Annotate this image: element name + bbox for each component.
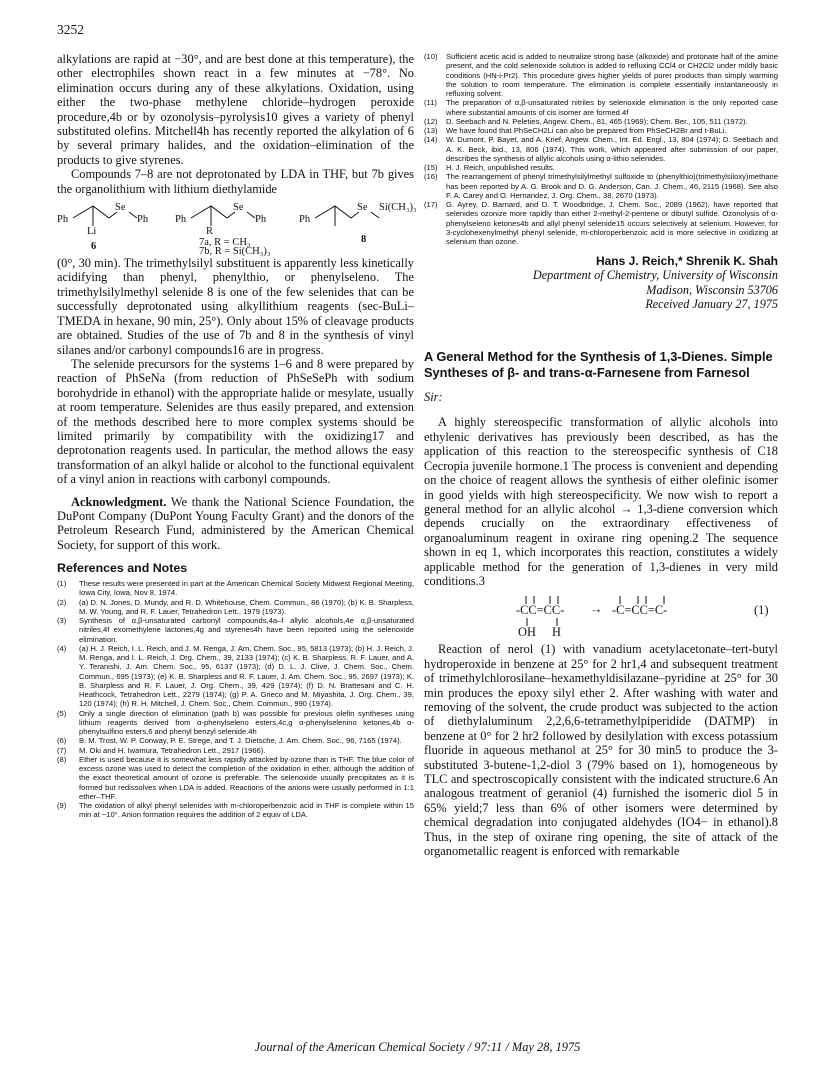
reference-number: (7) xyxy=(57,745,67,755)
structure-7-ph-right: Ph xyxy=(255,214,267,226)
structure-6-se: Se xyxy=(115,202,126,214)
reference-number: (12) xyxy=(424,116,438,126)
reference-note xyxy=(424,98,778,117)
reference-note xyxy=(424,126,778,135)
reference-text: The rearrangement of phenyl trimethylsilylmethyl sulfoxide to (phenylthio)(trimethylsiloxy)methane has been reported by A. G. Brook and D. G. Anderson, Can. J. Chem., 46, 2115 (1968). See also F. A. Carey and O. Hernandez, J. Org. Chem., 38, 2670 (1973). xyxy=(446,172,778,200)
reference-number: (10) xyxy=(424,52,438,61)
reference-number: (2) xyxy=(57,597,67,607)
structure-8-tms: Si(CH₃)₃ xyxy=(379,202,417,214)
reference-note xyxy=(57,709,414,737)
reference-text: W. Dumont, P. Bayet, and A. Krief, Angew. Chem., Int. Ed. Engl., 13, 804 (1974); D. Seebach and A. K. Beck, ibid., 13, 806 (1974). This work, which appeared after submission of our paper, describes the synthesis of allylic alcohols using α-lithio selenides. xyxy=(446,135,778,163)
reference-note xyxy=(424,172,778,200)
structure-7 xyxy=(175,196,295,256)
right-column xyxy=(424,52,778,858)
reference-note xyxy=(57,644,414,709)
structures-row xyxy=(57,196,417,258)
acknowledgment-label: Acknowledgment. xyxy=(71,494,167,509)
right-paragraph-1: A highly stereospecific transformation of allylic alcohols into ethylenic derivatives has previously been described, as has the application of this reaction to the stereospecific synthesis of C18 Cecropia juvenile hormone.1 The process is convenient and depending on the choice of reagent allows the synthesis of either olefinic isomer in good yields with high stereospecificity. We now wish to report a general method for an allylic alcohol → 1,3-diene conversion which depends crucially on the extraordinary effectiveness of organoaluminum reagent in oxirane ring opening.2 The sequence shown in eq 1, which incorporates this reaction, constitutes a widely applicable method for the generation of 1,3-dienes in very mild conditions.3 xyxy=(424,415,778,588)
reference-text: (a) D. N. Jones, D. Mundy, and R. D. Whitehouse, Chem. Commun., 86 (1970); (b) K. B. Sharpless, M. W. Young, and R. F. Lauer, Tetrahedron Lett., 1979 (1973). xyxy=(79,597,414,616)
right-notes-list xyxy=(424,52,778,246)
left-column xyxy=(57,52,417,820)
article-title: A General Method for the Synthesis of 1,3-Dienes. Simple Syntheses of β- and trans-α-Farnesene from Farnesol xyxy=(424,349,773,380)
reference-number: (11) xyxy=(424,98,437,108)
page-number: 3252 xyxy=(57,22,84,37)
reference-text: B. M. Trost, W. P. Conway, P. E. Strege, and T. J. Dietsche, J. Am. Chem. Soc., 96, 7165 (1974). xyxy=(79,736,402,746)
equation-left: -CC=CC- xyxy=(516,603,565,618)
structure-6-ph-left: Ph xyxy=(57,214,69,226)
equation-arrow: → xyxy=(590,602,603,617)
reference-number: (16) xyxy=(424,172,438,182)
reference-note xyxy=(424,117,778,126)
reference-note xyxy=(57,736,414,745)
reference-text: The preparation of α,β-unsaturated nitriles by selenoxide elimination is the only reported case where substantial amounts of cis isomer are formed.4f xyxy=(446,98,778,117)
structure-7a-label: 7a, R = CH₃ xyxy=(199,237,251,249)
equation-h: H xyxy=(552,625,561,640)
structure-7-ph-left: Ph xyxy=(175,214,187,226)
reference-text: M. Oki and H. Iwamura, Tetrahedron Lett., 2917 (1966). xyxy=(79,745,266,755)
reference-text: We have found that PhSeCH2Li can also be prepared from PhSeCH2Br and t-BuLi. xyxy=(446,126,727,135)
reference-note xyxy=(57,616,414,644)
left-paragraph-3: (0°, 30 min). The trimethylsilyl substituent is apparently less kinetically acidifying than phenyl, phenylthio, or phenylseleno. The trimethylsilylmethyl selenide 8 is one of the few selenides that can be successfully deprotonated using alkyllithium reagents (sec-BuLi–TMEDA in hexane, 90 min, 25°). Only about 15% of cleavage products are obtained. Studies of the use of 7b and 8 in the synthesis of vinyl silanes and/or carbonyl compounds16 are in progress. xyxy=(57,256,414,357)
structure-6-ph-right: Ph xyxy=(137,214,149,226)
reference-text: Only a single direction of elimination (path b) was possible for previous olefin syntheses using lithium reagents derived from α-phenylseleno esters,4c,g α-phenylselenino ketones,4b α-phenylsulfino esters,6 and phenyl benzyl selenide.4h xyxy=(79,708,414,737)
journal-footer: Journal of the American Chemical Society / 97:11 / May 28, 1975 xyxy=(254,1040,581,1054)
acknowledgment-text: We thank the National Science Foundation, the DuPont Company (DuPont Young Faculty Grant) and the donors of the Petroleum Research Fund, administered by the American Chemical Society, for support of this work. xyxy=(57,494,414,552)
structure-7-se: Se xyxy=(233,202,244,214)
reference-note xyxy=(424,135,778,163)
reference-text: These results were presented in part at the American Chemical Society Midwest Regional Meeting, Iowa City, Iowa, Nov 8, 1974. xyxy=(79,579,414,598)
reference-number: (17) xyxy=(424,200,438,209)
reference-number: (6) xyxy=(57,736,67,746)
affiliation-1: Department of Chemistry, University of Wisconsin xyxy=(532,268,778,283)
reference-text: Synthesis of α,β-unsaturated carbonyl compounds,4a–f allylic alcohols,4e α,β-unsaturated nitriles,4f exomethylene lactones,4g and styrenes4h have been reported using the selenoxide elimination. xyxy=(79,616,414,644)
reference-text: Ether is used because it is somewhat less rapidly attacked by ozone than is THF. The blue color of excess ozone was used to detect the completion of the oxidation in ether, although the addition of the exact theoretical amount of ozone is preferable. The selenoxide usually precipitates as it is formed but redissolves when LDA is added. Reactions of the anions were usually performed in 1:1 ether–THF. xyxy=(79,754,414,801)
reference-text: D. Seebach and N. Peleties, Angew. Chem., 81, 465 (1969); Chem. Ber., 105, 511 (1972). xyxy=(446,116,748,126)
reference-text: (a) H. J. Reich, I. L. Reich, and J. M. Renga, J. Am. Chem. Soc., 95, 5813 (1973); (b) H. J. Reich, J. M. Renga, and I. L. Reich, J. Org. Chem., 39, 2133 (1974); (c) K. B. Sharpless, R. F. Lauer, and A. Y. Teranishi, J. Am. Chem. Soc., 95, 6137 (1973); (d) D. L. J. Clive, J. Chem. Soc., Chem. Commun., 695 (1973); (e) K. B. Sharpless and R. F. Lauer, J. Am. Chem. Soc., 95, 2697 (1973); K. B. Sharpless and R. F. Lauer, J. Org. Chem., 39, 429 (1974); (f) D. N. Brattesani and C. H. Heathcock, Tetrahedron Lett., 2279 (1974); (g) P. A. Grieco and M. Miyashita, J. Org. Chem., 39, 120 (1974); (h) R. H. Mitchell, J. Chem. Soc., Chem. Commun., 990 (1974). xyxy=(79,643,414,709)
reference-note xyxy=(57,755,414,801)
acknowledgment xyxy=(57,495,414,553)
affiliation-2: Madison, Wisconsin 53706 xyxy=(646,282,778,297)
reference-note xyxy=(57,746,414,755)
reference-text: The oxidation of alkyl phenyl selenides with m-chloroperbenzoic acid in THF is complete within 15 min at −10°. Anion formation requires the addition of 2 equiv of LDA. xyxy=(79,801,414,820)
structure-6-number: 6 xyxy=(91,241,97,253)
received-date: Received January 27, 1975 xyxy=(645,297,778,312)
equation-oh: OH xyxy=(518,625,536,640)
structure-8-ph-left: Ph xyxy=(299,214,311,226)
structure-7b-label: 7b, R = Si(CH₃)₃ xyxy=(199,246,271,258)
reference-number: (14) xyxy=(424,135,438,145)
reference-number: (13) xyxy=(424,126,438,135)
equation-1 xyxy=(424,588,778,642)
reference-note xyxy=(57,801,414,820)
reference-number: (9) xyxy=(57,801,67,811)
reference-number: (15) xyxy=(424,163,438,172)
reference-number: (4) xyxy=(57,643,67,653)
reference-text: G. Ayrey, D. Barnard, and D. T. Woodbridge, J. Chem. Soc., 2089 (1962), have reported that selenides ozonize more rapidly than either 2-methyl-2-pentene or dibutyl sulfide. Ozonolysis of α-phenylseleno ketones4b and allyl phenyl selenide15 occurs selectively at selenium. However, for 3-cyclohexenylmethyl phenyl selenide, m-chloroperbenzoic acid is more selective in oxidizing at selenium than ozone. xyxy=(446,200,778,246)
reference-note xyxy=(424,52,778,98)
left-paragraph-2: Compounds 7–8 are not deprotonated by LDA in THF, but 7b gives the organolithium with lithium diethylamide xyxy=(57,167,414,196)
left-notes-list xyxy=(57,579,414,820)
structure-7-r: R xyxy=(206,226,214,238)
reference-note xyxy=(424,200,778,246)
salutation: Sir: xyxy=(424,390,443,405)
structure-6-li: Li xyxy=(87,226,97,238)
structure-8 xyxy=(299,196,417,256)
structure-8-number: 8 xyxy=(361,234,367,246)
structure-8-se: Se xyxy=(357,202,368,214)
reference-number: (5) xyxy=(57,708,67,718)
left-paragraph-4: The selenide precursors for the systems 1–6 and 8 were prepared by reaction of PhSeNa (from reduction of PhSeSePh with sodium borohydride in ethanol) with the appropriate halide or mesylate, usually at room temperature. Selenides are thus easily prepared, and extension of the methods described here to more complex systems should be limited primarily by compatibility with the oxidizing17 and deprotonation reagents used. In particular, the method allows the easy transformation of an alkyl halide or alcohol to the functional equivalent of a vinyl anion in reactions with carbonyl compounds. xyxy=(57,356,414,487)
left-paragraph-1: alkylations are rapid at −30°, and are best done at this temperature), the other electrophiles shown react in a few minutes at −78°. No elimination occurs during any of these alkylations. Oxidation, using either the two-phase methylene chloride–hydrogen peroxide procedure,4b or by ozonolysis–pyrolysis10 gives a variety of phenyl substituted olefins. Mitchell4h has recently reported the alkylation of 6 by several primary halides, and the oxidation–elimination of the products to give styrenes. xyxy=(57,52,414,167)
reference-number: (8) xyxy=(57,754,67,764)
reference-text: H. J. Reich, unpublished results. xyxy=(446,163,555,172)
right-paragraph-2: Reaction of nerol (1) with vanadium acetylacetonate–tert-butyl hydroperoxide in benzene at 25° for 2 hr1,4 and subsequent treatment of trimethylchlorosilane–hexamethyldisilazane–pyridine at 25° for 30 min produces the epoxy silyl ether 2. After washing with water and removing of the solvent, the crude product was subjected to the action of diethylaluminum 2,2,6,6-tetramethylpiperidide (DATMP) in benzene at 0° for 2 hr2 followed by desilylation with excess potassium fluoride in aqueous methanol at 25° for 30 min5 to produce the 3-substituted 3-butene-1,2-diol 3 (79% based on 1), homogeneous by TLC and spectroscopically consistent with the indicated structure.6 An analogous treatment of geraniol (4) furnished the isomeric diol 5 in 65% yield;7 less than 6% of other isomers were determined by chemical degradation into conjugated aldehydes (IO4− in ethanol).8 Thus, in the step of oxirane ring opening, the site of attack of the organometallic reagent is enforced with remarkable xyxy=(424,642,778,859)
structure-6-bonds xyxy=(57,196,167,256)
reference-number: (3) xyxy=(57,616,67,626)
structure-6 xyxy=(57,196,167,256)
reference-note xyxy=(57,598,414,617)
equation-number: (1) xyxy=(754,603,769,618)
reference-note xyxy=(57,579,414,598)
authors: Hans J. Reich,* Shrenik K. Shah xyxy=(595,254,778,269)
reference-number: (1) xyxy=(57,579,67,589)
reference-text: Sufficient acetic acid is added to neutralize strong base (alkoxide) and protonate half of the amine present, and the cold selenoxide solution is added to refluxing CCl4 or CH2Cl2 under mildly basic conditions (HN-i-Pr2). This procedure gives higher yields of purer products than simply warming the solution to room temperature. The elimination is complete essentially instantaneously in refluxing solvent. xyxy=(446,52,778,98)
references-heading: References and Notes xyxy=(57,561,188,576)
reference-note xyxy=(424,163,778,172)
equation-right: -C=CC=C- xyxy=(612,603,668,618)
